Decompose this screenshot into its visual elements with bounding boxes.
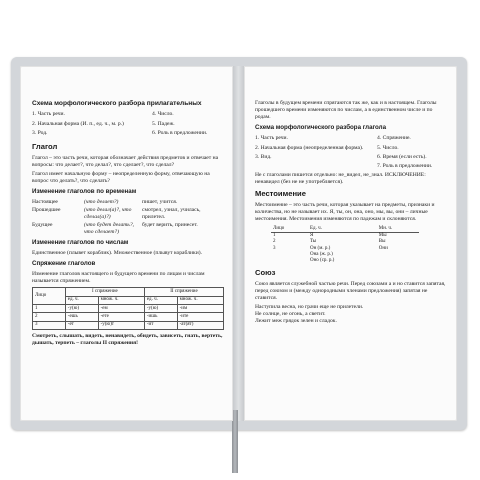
table-row (271, 258, 419, 264)
tense-question: (что делает?) (84, 199, 119, 206)
table-cell: Оно (ср. р.) (310, 258, 335, 264)
table-cell: Я (310, 232, 314, 238)
table-header: Лицо (33, 288, 66, 305)
left-page (20, 66, 233, 421)
scheme-item: 2. Начальная форма (И. п., ед. ч., м. р.) (32, 120, 124, 127)
table-cell: -у(ю)т (98, 321, 144, 329)
scheme-item: 2. Начальная форма (неопределенная форма). (255, 144, 364, 151)
union-example: Лежит меж грядок зелен и сладок. (255, 318, 337, 325)
table-cell: -ит (144, 321, 177, 329)
tense-example: будет верить, принесет. (142, 221, 198, 228)
table-header: II спряжение (144, 288, 223, 296)
conjugation-exceptions: Смотреть, слышать, видеть, ненавидеть, обидеть, зависеть, гнать, вертеть, дышать, терпеть – глаголы II спряжения! (32, 333, 223, 347)
adjective-scheme (32, 111, 224, 138)
scheme-item: 5. Число. (377, 144, 399, 151)
table-cell: 2 (273, 239, 276, 245)
table-cell: -ат(ят) (177, 321, 223, 329)
table-cell: 1 (33, 305, 66, 313)
table-header: Мн. ч. (377, 226, 419, 233)
scheme-item: 7. Роль в предложении. (377, 162, 433, 169)
notebook-spine (233, 66, 244, 421)
pronoun-title: Местоимение (255, 189, 306, 199)
tense-title: Изменение глаголов по временам (32, 188, 137, 196)
table-cell: Мы (378, 232, 387, 238)
pronoun-table (271, 226, 419, 265)
table-cell: Она (ж. р.) (310, 252, 333, 258)
table-cell: -ишь (144, 313, 177, 321)
table-header: I спряжение (65, 288, 144, 296)
number-text: Единственное (плывет кораблик). Множественное (плывут кораблики). (32, 249, 202, 256)
table-cell: -ет (65, 321, 98, 329)
verb-tense-intro: Глаголы в будущем времени спрягаются так же, как и в настоящем. Глаголы прошедшего времени изменяются по числам, а в единственном числе и по родам. (255, 100, 437, 121)
scheme-item: 5. Падеж. (152, 120, 175, 127)
number-title: Изменение глаголов по числам (32, 238, 129, 246)
table-header: множ. ч. (98, 296, 144, 304)
tense-example: смотрел, узнал, училась, прилетел. (142, 206, 201, 220)
scheme-item: 6. Время (если есть). (377, 153, 427, 160)
scheme-item: 1. Часть речи. (255, 135, 288, 142)
table-cell: Вы (378, 239, 386, 245)
pronoun-text: Местоимение – это часть речи, которая указывает на предметы, признаки и количества, но не называет их. Я, ты, он, она, оно, мы, вы, они – личные местоимения. Местоимения изменяются по падежам и склоняются. (255, 202, 435, 223)
table-cell: 1 (273, 232, 276, 238)
scheme-item: 3. Род. (32, 129, 48, 136)
table-cell: -ешь (65, 313, 98, 321)
verb-initial-form: Глагол имеет начальную форму – неопределенную форму, отвечающую на вопрос что делать?, что сделать? (32, 170, 210, 185)
table-cell: Они (378, 245, 388, 251)
table-header: ед. ч. (144, 296, 177, 304)
table-header: Лицо (271, 226, 308, 233)
table-header: множ. ч. (177, 296, 223, 304)
scheme-item: 1. Часть речи. (32, 111, 65, 118)
table-row (33, 313, 224, 321)
union-text: Союз является служебной частью речи. Перед союзами а и но ставится запятая, перед союзом и (между однородными членами предложения) запятая не ставится. (255, 280, 446, 301)
scheme-item: 4. Спряжение. (377, 135, 411, 142)
scheme-item: 3. Вид. (255, 153, 272, 160)
table-row (33, 321, 224, 329)
table-cell (271, 258, 308, 264)
table-cell: 3 (33, 321, 66, 329)
table-header: Ед. ч. (308, 226, 377, 233)
verb-scheme-title: Схема морфологического разбора глагола (255, 124, 387, 132)
verb-title: Глагол (32, 141, 58, 151)
table-cell: -ем (98, 305, 144, 313)
table-cell: -у(ю) (144, 305, 177, 313)
table-header: ед. ч. (65, 296, 98, 304)
table-cell (377, 258, 419, 264)
conjugation-text: Изменение глаголов настоящего и будущего времени по лицам и числам называется спряжением. (32, 271, 205, 285)
adjective-scheme-title: Схема морфологического разбора прилагательных (32, 100, 202, 107)
verb-definition: Глагол – это часть речи, которая обозначает действия предметов и отвечает на вопросы: что делает?, что делал?, что сделает?, что сделал? (32, 154, 219, 168)
tense-question: (что будет делать?, что сделает?) (84, 221, 135, 235)
table-cell: -ите (177, 313, 223, 321)
tense-question: (что делал(а)?, что сделал(а)?) (84, 206, 132, 220)
union-title: Союз (255, 267, 276, 277)
tense-example: пишет, учится. (142, 199, 178, 206)
union-example: Не солнце, не огонь, а светит. (255, 311, 326, 318)
table-cell: Ты (310, 239, 317, 245)
verb-scheme (255, 135, 449, 172)
tense-name: Прошедшее (32, 206, 61, 213)
table-cell: -ете (98, 313, 144, 321)
conjugation-title: Спряжение глаголов (32, 260, 96, 268)
table-cell: 2 (33, 313, 66, 321)
table-cell: -им (177, 305, 223, 313)
ne-rule: Не с глаголами пишется отдельно: не_видел, не_знал. ИСКЛЮЧЕНИЕ: ненавидел (без не не употребляется). (255, 172, 426, 186)
table-cell: Он (м. р.) (310, 245, 331, 251)
tense-name: Будущее (32, 221, 53, 228)
right-page (244, 66, 457, 421)
tense-name: Настоящее (32, 199, 58, 206)
scheme-item: 6. Роль в предложении. (152, 129, 208, 136)
table-cell: 3 (273, 245, 276, 251)
conjugation-table (32, 287, 224, 330)
table-row (271, 232, 419, 239)
table-row (33, 305, 224, 313)
tense-list (32, 199, 224, 236)
union-example: Наступила весна, но грачи еще не прилетели. (255, 304, 364, 311)
table-cell: -у(ю) (65, 305, 98, 313)
scheme-item: 4. Число. (152, 111, 174, 118)
